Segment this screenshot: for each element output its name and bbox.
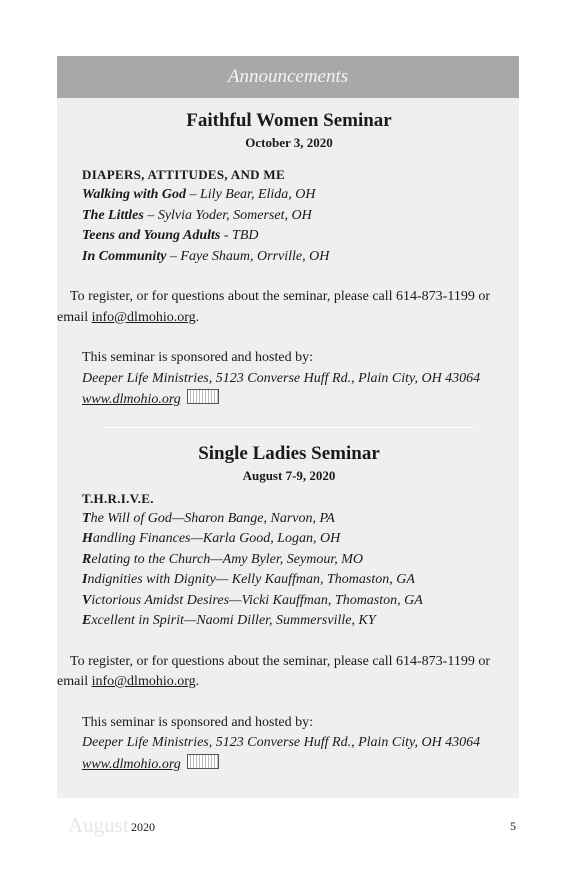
sponsor-intro: This seminar is sponsored and hosted by: bbox=[82, 714, 313, 730]
email-link[interactable]: info@dlmohio.org bbox=[91, 674, 196, 689]
sponsor-address: Deeper Life Ministries, 5123 Converse Huff Rd., Plain City, OH 43064 bbox=[82, 370, 481, 386]
session-text: he Will of God—Sharon Bange, Narvon, PA bbox=[90, 510, 335, 526]
session-line bbox=[82, 206, 509, 227]
acrostic-letter: E bbox=[82, 613, 92, 628]
separator: – bbox=[166, 248, 181, 264]
session-line bbox=[82, 550, 509, 571]
acrostic-letter: V bbox=[82, 592, 92, 608]
sponsor-intro: This seminar is sponsored and hosted by: bbox=[82, 350, 313, 365]
acrostic-letter: R bbox=[82, 551, 92, 567]
seminar-date: August 7-9, 2020 bbox=[242, 467, 336, 483]
session-speaker: Sylvia Yoder, Somerset, OH bbox=[157, 207, 312, 223]
section-banner: Announcements bbox=[57, 56, 519, 98]
session-topic: Teens and Young Adults bbox=[82, 228, 221, 243]
page-number: 5 bbox=[510, 819, 516, 833]
footer-month: August bbox=[68, 813, 129, 837]
session-text: xcellent in Spirit—Naomi Diller, Summersville, KY bbox=[91, 613, 376, 628]
session-line bbox=[82, 247, 509, 268]
separator: – bbox=[186, 187, 200, 202]
session-topic: The Littles bbox=[82, 207, 144, 223]
seminar-title: Faithful Women Seminar bbox=[186, 110, 392, 131]
section-divider bbox=[105, 427, 473, 428]
register-paragraph bbox=[57, 652, 509, 693]
register-paragraph bbox=[57, 287, 509, 328]
email-link[interactable]: info@dlmohio.org bbox=[91, 309, 196, 325]
separator: – bbox=[143, 207, 158, 223]
session-line bbox=[82, 529, 509, 550]
session-topic: Walking with God bbox=[82, 187, 186, 202]
acrostic-letter: I bbox=[82, 572, 88, 587]
session-line bbox=[82, 509, 509, 530]
punctuation: . bbox=[195, 674, 200, 689]
footer-year: 2020 bbox=[131, 820, 155, 834]
session-line bbox=[82, 185, 509, 206]
session-line bbox=[82, 591, 509, 612]
session-line bbox=[82, 226, 509, 247]
session-speaker: TBD bbox=[232, 228, 259, 243]
announcements-panel bbox=[57, 56, 519, 798]
seminar-theme: T.H.R.I.V.E. bbox=[82, 490, 154, 506]
session-text: elating to the Church—Amy Byler, Seymour, MO bbox=[91, 551, 363, 567]
session-speaker: Faye Shaum, Orrville, OH bbox=[180, 248, 330, 264]
acrostic-letter: H bbox=[82, 531, 93, 546]
register-text: To register, or for questions about the seminar, please call 614-873-1199 or email bbox=[57, 653, 490, 689]
seminar-date: October 3, 2020 bbox=[245, 135, 333, 150]
ministry-logo-icon bbox=[187, 754, 219, 769]
session-line bbox=[82, 611, 509, 632]
session-line bbox=[82, 570, 509, 591]
seminar-title: Single Ladies Seminar bbox=[198, 442, 380, 464]
website-link[interactable]: www.dlmohio.org bbox=[82, 392, 181, 407]
session-topic: In Community bbox=[82, 248, 167, 264]
website-link[interactable]: www.dlmohio.org bbox=[82, 756, 181, 772]
session-text: ictorious Amidst Desires—Vicki Kauffman, Thomaston, GA bbox=[91, 592, 423, 608]
register-text: To register, or for questions about the seminar, please call 614-873-1199 or email bbox=[57, 289, 490, 325]
punctuation: . bbox=[195, 309, 200, 325]
session-speaker: Lily Bear, Elida, OH bbox=[200, 187, 316, 202]
sponsor-block bbox=[69, 348, 509, 411]
sponsor-address: Deeper Life Ministries, 5123 Converse Huff Rd., Plain City, OH 43064 bbox=[82, 735, 481, 750]
seminar-theme: DIAPERS, ATTITUDES, AND ME bbox=[82, 167, 285, 182]
session-text: ndignities with Dignity— Kelly Kauffman, Thomaston, GA bbox=[87, 572, 415, 587]
separator: - bbox=[220, 228, 233, 243]
acrostic-letter: T bbox=[82, 510, 91, 526]
ministry-logo-icon bbox=[187, 389, 219, 404]
sponsor-block bbox=[69, 713, 509, 776]
session-text: andling Finances—Karla Good, Logan, OH bbox=[92, 531, 341, 546]
